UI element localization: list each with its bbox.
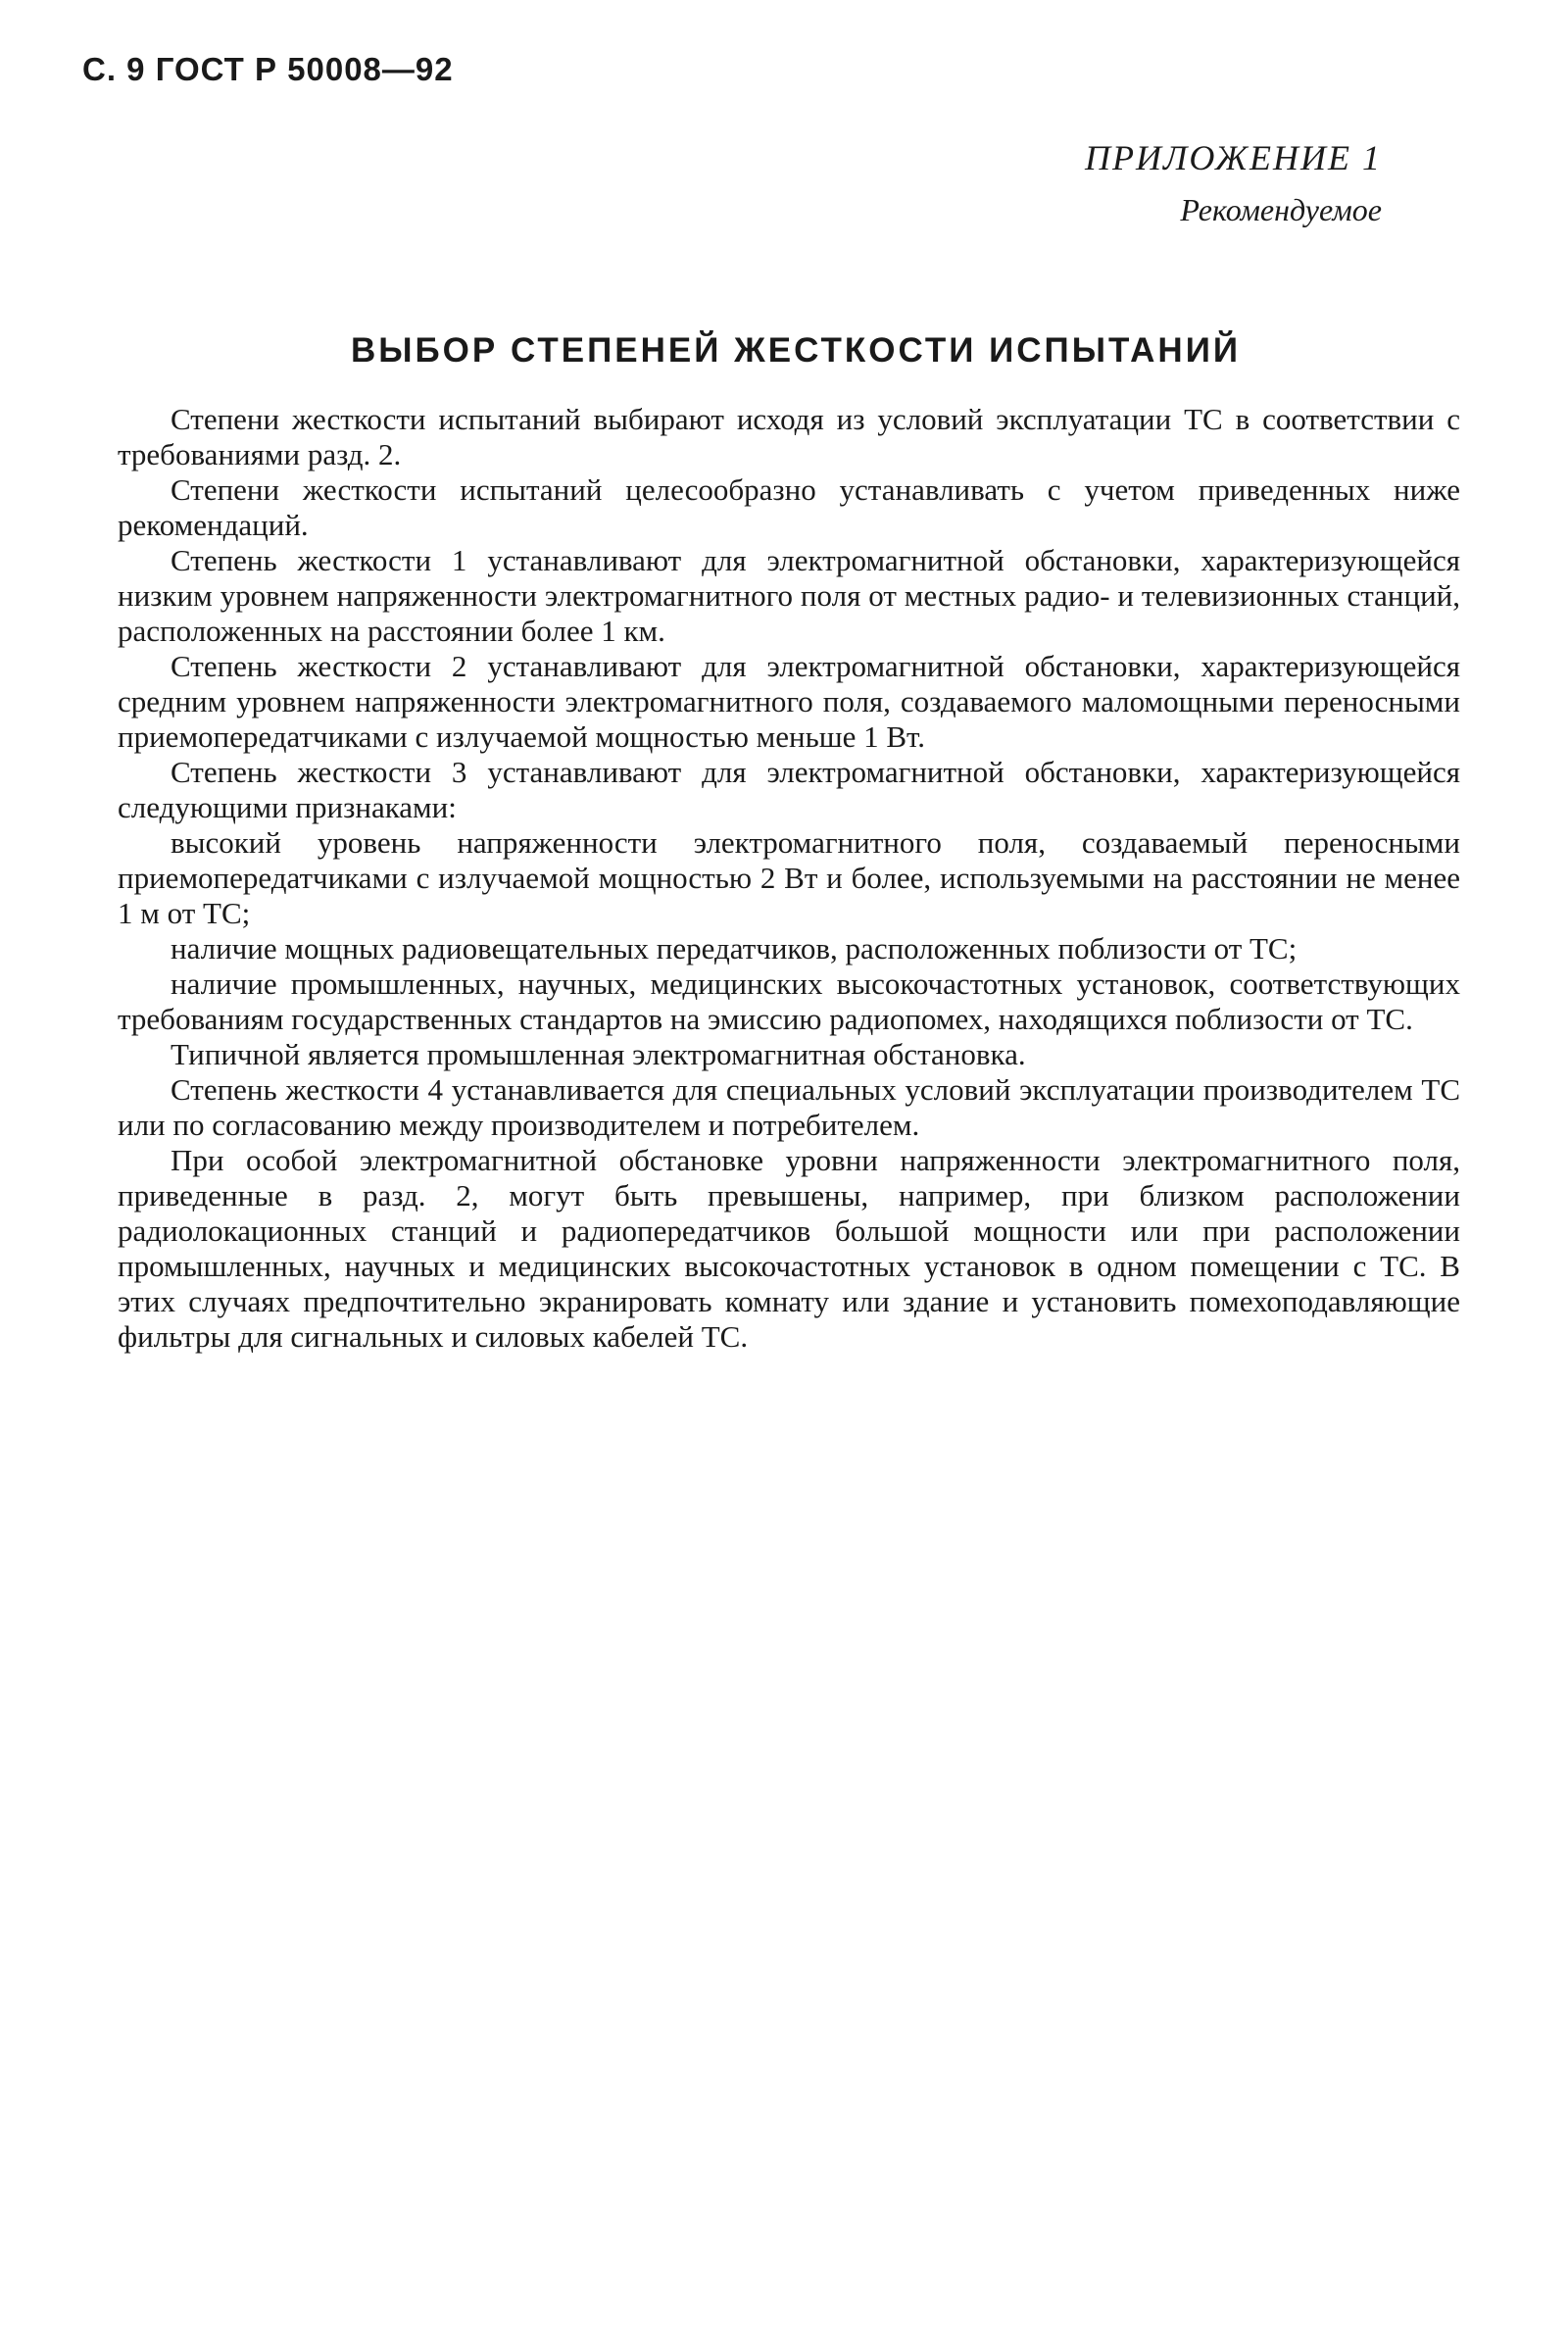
paragraph: При особой электромагнитной обстановке уровни напряженности электромагнитного поля, приведенные в разд. 2, могут быть превышены, например, при близком расположении радиолокационных станций и радиопередатчиков большой мощности или при расположении промышленных, научных и медицинских высокочастотных установок в одном помещении с ТС. В этих случаях предпочтительно экранировать комнату или здание и установить помехоподавляющие фильтры для сигнальных и силовых кабелей ТС.: [118, 1143, 1460, 1354]
appendix-title: ПРИЛОЖЕНИЕ 1: [1085, 138, 1382, 177]
paragraph: Степень жесткости 4 устанавливается для специальных условий эксплуатации производителем ТС или по согласованию между производителем и потребителем.: [118, 1072, 1460, 1142]
paragraph: Степень жесткости 2 устанавливают для электромагнитной обстановки, характеризующейся средним уровнем напряженности электромагнитного поля, создаваемого маломощными переносными приемопередатчиками с излучаемой мощностью меньше 1 Вт.: [118, 649, 1460, 754]
page-header: С. 9 ГОСТ Р 50008—92: [82, 51, 454, 87]
paragraph: Степень жесткости 1 устанавливают для электромагнитной обстановки, характеризующейся низким уровнем напряженности электромагнитного поля от местных радио- и телевизионных станций, расположенных на расстоянии более 1 км.: [118, 543, 1460, 648]
list-item: высокий уровень напряженности электромагнитного поля, создаваемый переносными приемопередатчиками с излучаемой мощностью 2 Вт и более, используемыми на расстоянии не менее 1 м от ТС;: [118, 825, 1460, 930]
list-item: наличие промышленных, научных, медицинских высокочастотных установок, соответствующих требованиям государственных стандартов на эмиссию радиопомех, находящихся поблизости от ТС.: [118, 966, 1460, 1036]
paragraph: Типичной является промышленная электромагнитная обстановка.: [171, 1037, 1026, 1071]
document-title: ВЫБОР СТЕПЕНЕЙ ЖЕСТКОСТИ ИСПЫТАНИЙ: [350, 331, 1242, 370]
paragraph: Степени жесткости испытаний выбирают исходя из условий эксплуатации ТС в соответствии с требованиями разд. 2.: [118, 402, 1460, 471]
paragraph: Степени жесткости испытаний целесообразно устанавливать с учетом приведенных ниже рекомендаций.: [118, 472, 1460, 542]
appendix-status: Рекомендуемое: [1180, 192, 1382, 228]
appendix-block: [1085, 137, 1382, 227]
paragraph: Степень жесткости 3 устанавливают для электромагнитной обстановки, характеризующейся следующими признаками:: [118, 755, 1460, 824]
document-body: [118, 402, 1460, 1355]
list-item: наличие мощных радиовещательных передатчиков, расположенных поблизости от ТС;: [171, 931, 1298, 965]
